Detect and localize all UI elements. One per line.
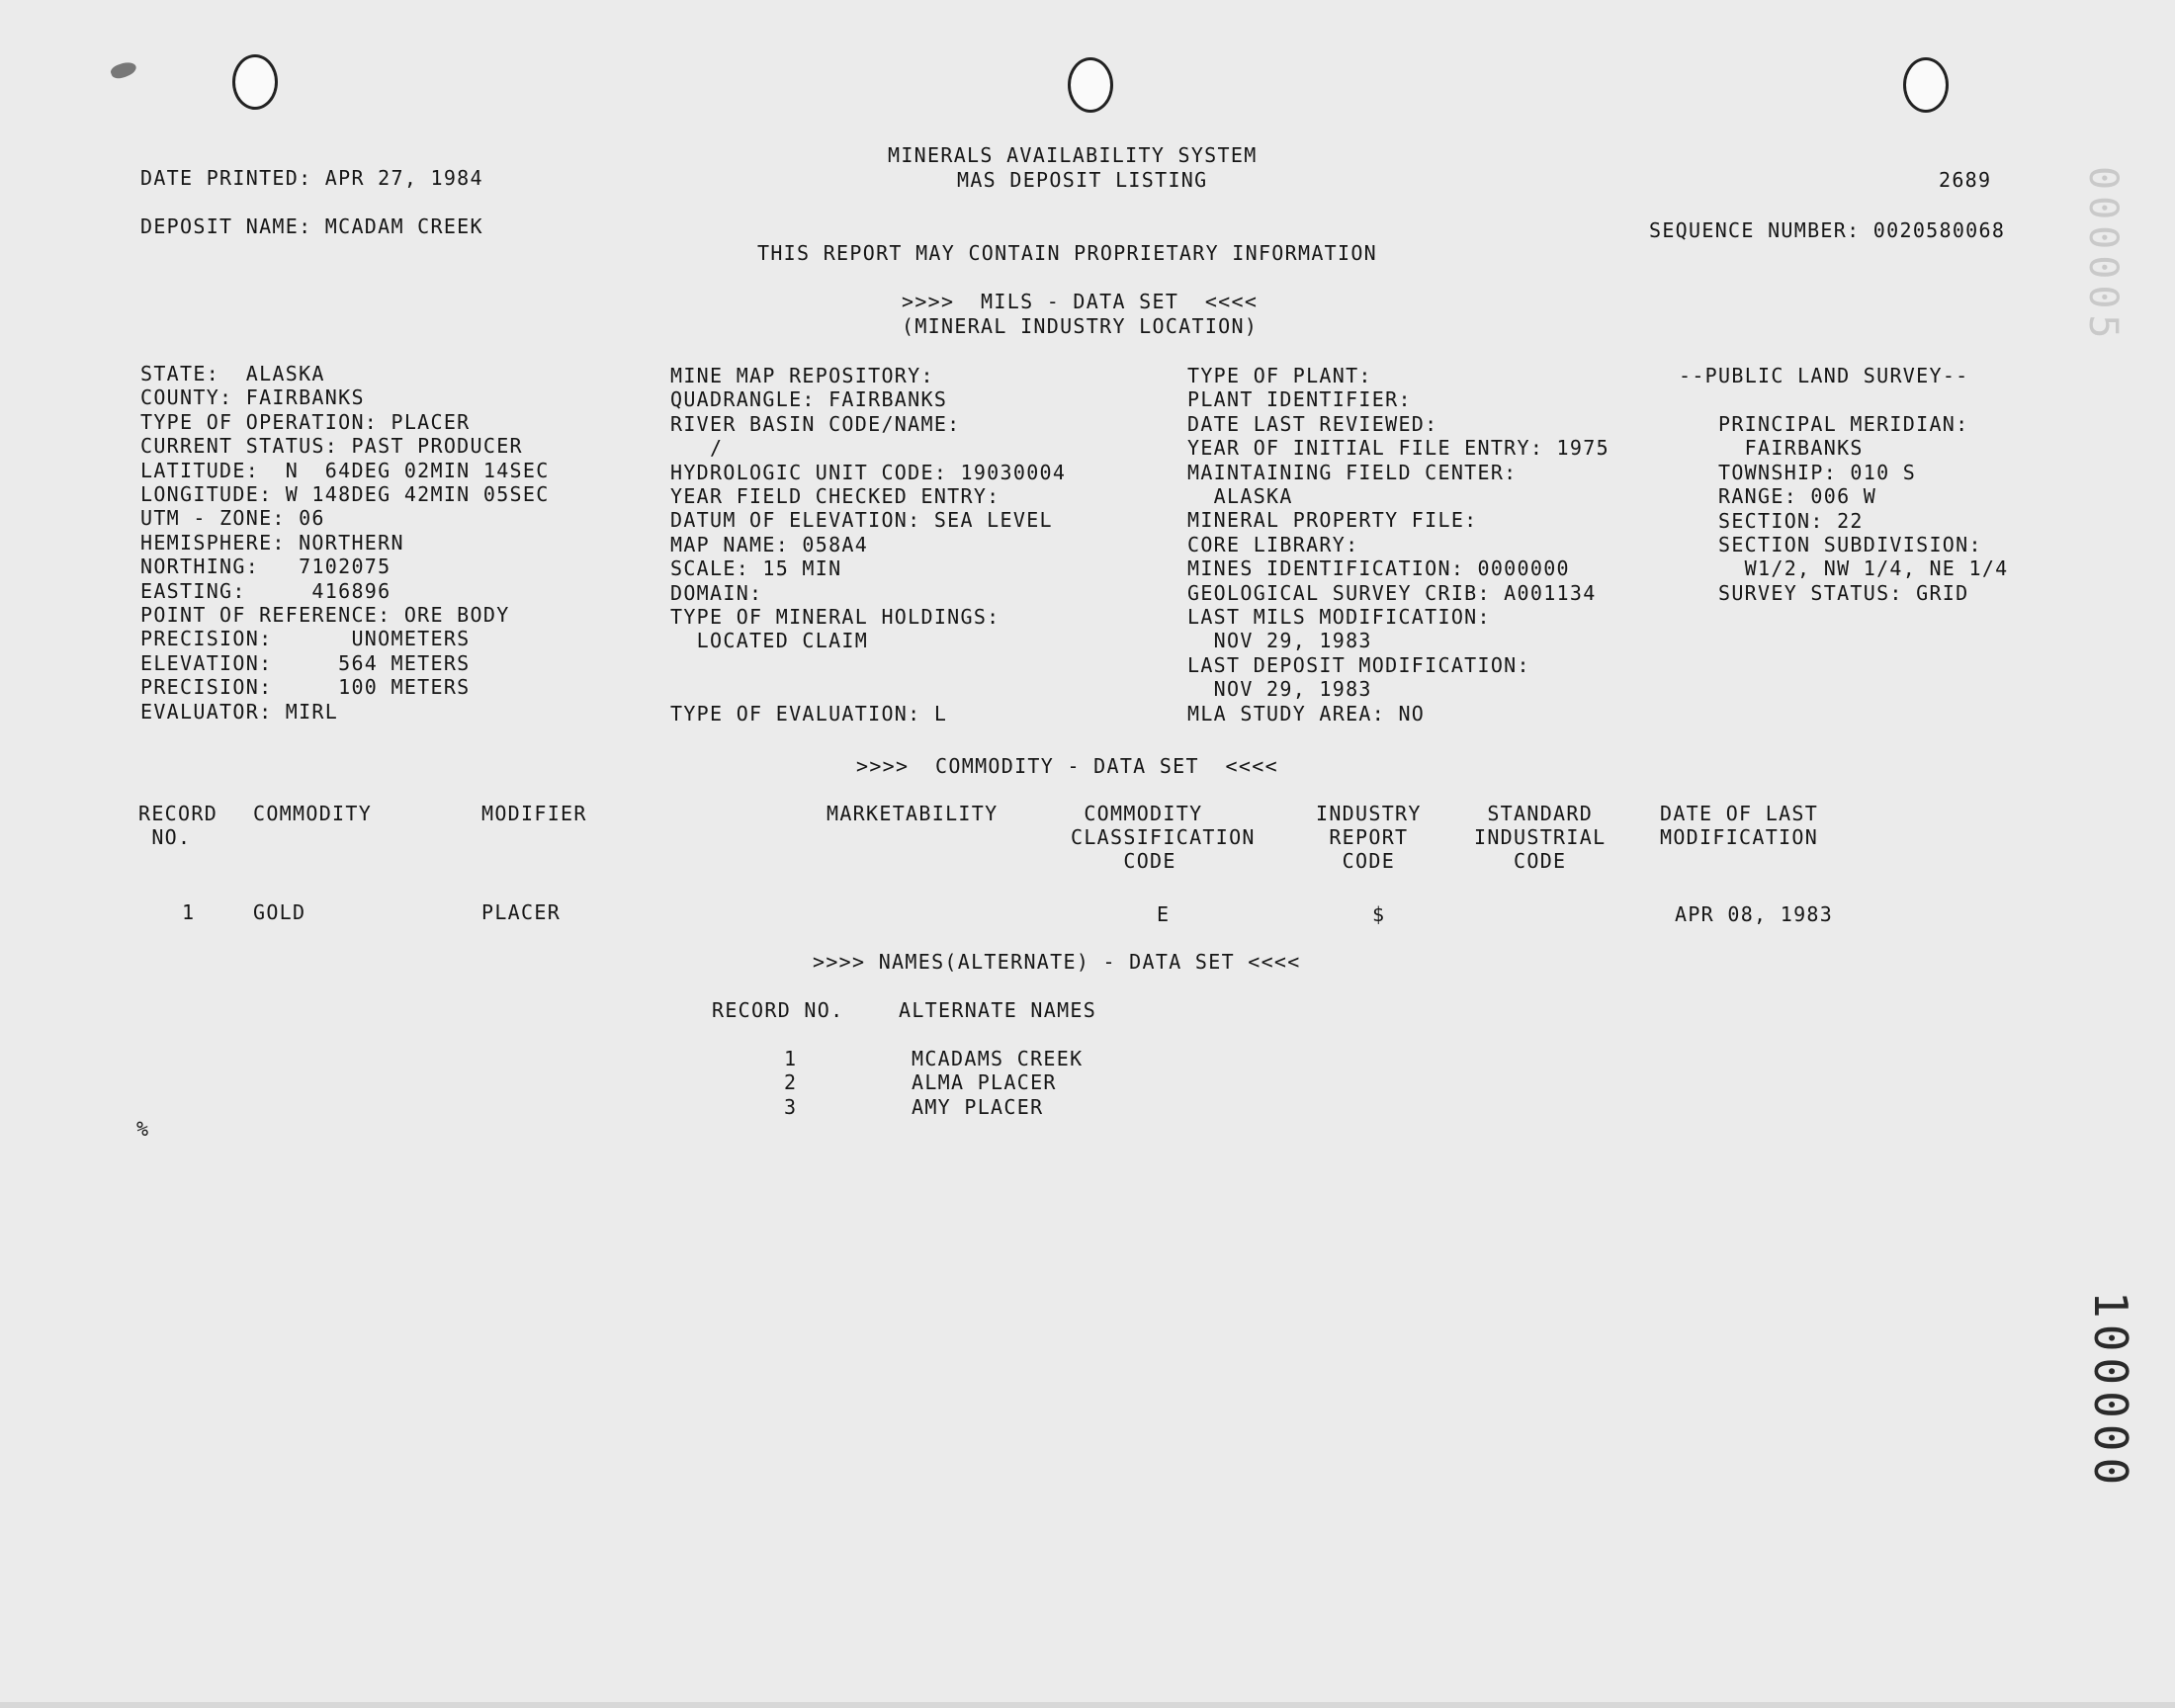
mils-field: HEMISPHERE: NORTHERN	[140, 530, 404, 555]
mils-field: PRECISION: UNOMETERS	[140, 627, 471, 651]
mils-field: ALASKA	[1187, 484, 1293, 508]
mils-field: RIVER BASIN CODE/NAME:	[670, 411, 961, 436]
survey-field: SECTION SUBDIVISION:	[1718, 533, 1982, 556]
mils-field: POINT OF REFERENCE: ORE BODY	[140, 603, 510, 627]
names-cell-record: 3	[784, 1095, 798, 1119]
footer-mark: %	[136, 1117, 150, 1141]
names-cell-record: 2	[784, 1070, 798, 1094]
survey-field: W1/2, NW 1/4, NE 1/4	[1718, 556, 2009, 581]
survey-field: RANGE: 006 W	[1718, 484, 1877, 509]
punch-hole-left	[232, 54, 278, 110]
names-cell-record: 1	[784, 1047, 798, 1070]
mils-field: TYPE OF PLANT:	[1187, 364, 1372, 387]
mils-field: DATUM OF ELEVATION: SEA LEVEL	[670, 508, 1053, 533]
mils-field: UTM - ZONE: 06	[140, 506, 325, 531]
commodity-cell-classification: E	[1157, 902, 1171, 926]
mils-field: MAINTAINING FIELD CENTER:	[1187, 460, 1518, 484]
mils-field: LAST DEPOSIT MODIFICATION:	[1187, 652, 1530, 677]
listing-title: MAS DEPOSIT LISTING	[957, 168, 1208, 192]
punch-hole-right	[1903, 57, 1949, 113]
mils-field: NOV 29, 1983	[1187, 629, 1372, 653]
names-title: >>>> NAMES(ALTERNATE) - DATA SET <<<<	[813, 950, 1301, 974]
mils-field: MAP NAME: 058A4	[670, 532, 869, 556]
mils-field: LONGITUDE: W 148DEG 42MIN 05SEC	[140, 482, 550, 506]
mils-field: EASTING: 416896	[140, 578, 392, 603]
margin-stamp-faint: 000005	[2080, 166, 2126, 345]
names-header-record: RECORD NO.	[712, 998, 844, 1022]
proprietary-note: THIS REPORT MAY CONTAIN PROPRIETARY INFORMATION	[757, 241, 1378, 265]
mils-field: LATITUDE: N 64DEG 02MIN 14SEC	[140, 458, 550, 482]
mils-field: PRECISION: 100 METERS	[140, 675, 471, 700]
commodity-header-date: DATE OF LAST MODIFICATION	[1660, 802, 1819, 849]
date-printed: DATE PRINTED: APR 27, 1984	[140, 166, 483, 190]
mils-field: LAST MILS MODIFICATION:	[1187, 605, 1491, 629]
page-number: 2689	[1939, 168, 1992, 192]
public-land-survey-title: --PUBLIC LAND SURVEY--	[1679, 364, 1969, 387]
page-bottom-edge	[0, 1702, 2175, 1708]
mils-field: ELEVATION: 564 METERS	[140, 650, 471, 675]
commodity-header-classification: COMMODITY CLASSIFICATION CODE	[1071, 802, 1256, 873]
mils-field: MINES IDENTIFICATION: 0000000	[1187, 556, 1570, 581]
commodity-cell-date: APR 08, 1983	[1675, 902, 1834, 926]
survey-field: PRINCIPAL MERIDIAN:	[1718, 412, 1969, 436]
survey-field: TOWNSHIP: 010 S	[1718, 460, 1917, 484]
mils-subtitle: (MINERAL INDUSTRY LOCATION)	[902, 314, 1259, 338]
mils-field: PLANT IDENTIFIER:	[1187, 387, 1412, 412]
commodity-cell-industry-report: $	[1372, 902, 1386, 926]
mils-field: COUNTY: FAIRBANKS	[140, 385, 365, 410]
commodity-header-modifier: MODIFIER	[481, 802, 587, 825]
commodity-header-sic: STANDARD INDUSTRIAL CODE	[1474, 802, 1607, 873]
mils-field: NORTHING: 7102075	[140, 555, 392, 579]
sequence-number: SEQUENCE NUMBER: 0020580068	[1649, 218, 2006, 242]
names-header-alternate: ALTERNATE NAMES	[899, 998, 1097, 1022]
mils-field: TYPE OF MINERAL HOLDINGS:	[670, 605, 1000, 629]
mils-field: QUADRANGLE: FAIRBANKS	[670, 387, 948, 412]
mils-field: DOMAIN:	[670, 580, 763, 605]
mils-field: CURRENT STATUS: PAST PRODUCER	[140, 434, 523, 459]
mils-field: GEOLOGICAL SURVEY CRIB: A001134	[1187, 580, 1597, 605]
commodity-cell-modifier: PLACER	[481, 900, 562, 924]
names-cell-name: MCADAMS CREEK	[912, 1047, 1084, 1070]
deposit-name: DEPOSIT NAME: MCADAM CREEK	[140, 214, 483, 238]
type-of-evaluation: TYPE OF EVALUATION: L	[670, 702, 948, 726]
mils-title: >>>> MILS - DATA SET <<<<	[902, 290, 1259, 313]
commodity-title: >>>> COMMODITY - DATA SET <<<<	[856, 754, 1278, 778]
names-cell-name: ALMA PLACER	[912, 1070, 1057, 1094]
commodity-header-marketability: MARKETABILITY	[826, 802, 999, 825]
survey-field: SURVEY STATUS: GRID	[1718, 580, 1969, 605]
mils-field: LOCATED CLAIM	[670, 629, 869, 653]
mils-field: MLA STUDY AREA: NO	[1187, 702, 1426, 726]
mils-field: EVALUATOR: MIRL	[140, 699, 339, 724]
mils-field: SCALE: 15 MIN	[670, 556, 842, 581]
survey-field: FAIRBANKS	[1718, 436, 1864, 461]
mils-field: YEAR OF INITIAL FILE ENTRY: 1975	[1187, 436, 1610, 461]
names-cell-name: AMY PLACER	[912, 1095, 1044, 1119]
punch-hole-center	[1068, 57, 1113, 113]
survey-field: SECTION: 22	[1718, 508, 1864, 533]
mils-field: /	[670, 436, 724, 461]
ink-smudge	[109, 59, 137, 81]
commodity-header-record: RECORD NO.	[138, 802, 218, 849]
commodity-header-commodity: COMMODITY	[253, 802, 373, 825]
mils-field: NOV 29, 1983	[1187, 677, 1372, 702]
mils-field: CORE LIBRARY:	[1187, 532, 1359, 556]
mils-field: HYDROLOGIC UNIT CODE: 19030004	[670, 460, 1067, 484]
mils-field: TYPE OF OPERATION: PLACER	[140, 409, 471, 434]
commodity-header-industry-report: INDUSTRY REPORT CODE	[1316, 802, 1422, 873]
margin-stamp: 100000	[2084, 1291, 2137, 1492]
mils-field: STATE: ALASKA	[140, 362, 325, 385]
commodity-cell-record: 1	[182, 900, 196, 924]
mils-field: MINERAL PROPERTY FILE:	[1187, 508, 1478, 533]
mils-field: MINE MAP REPOSITORY:	[670, 364, 934, 387]
commodity-cell-commodity: GOLD	[253, 900, 306, 924]
mils-field: DATE LAST REVIEWED:	[1187, 411, 1438, 436]
mils-field: YEAR FIELD CHECKED ENTRY:	[670, 484, 1000, 508]
system-title: MINERALS AVAILABILITY SYSTEM	[888, 143, 1258, 167]
